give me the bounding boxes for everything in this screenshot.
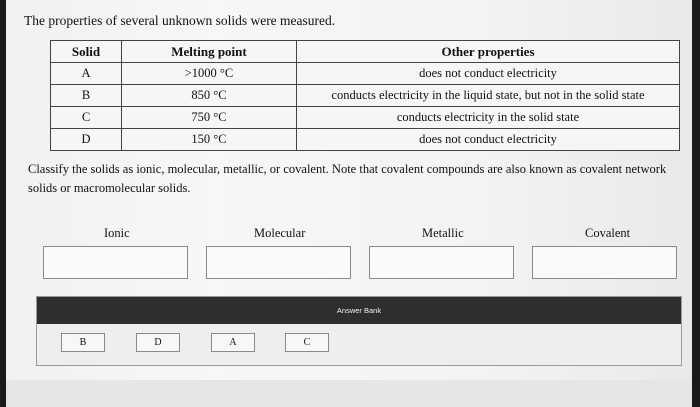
page-bottom-strip [6, 380, 692, 407]
category-label-covalent: Covalent [585, 226, 631, 240]
category-label-molecular: Molecular [254, 226, 306, 240]
cell-other-properties: conducts electricity in the solid state [297, 107, 680, 129]
properties-table [50, 40, 680, 151]
table-header-row [51, 41, 680, 63]
cell-solid: A [51, 63, 122, 85]
question-intro: The properties of several unknown solids were measured. [24, 13, 336, 28]
answer-chip-d[interactable]: D [136, 333, 180, 352]
cell-other-properties: does not conduct electricity [297, 129, 680, 151]
cell-solid: B [51, 85, 122, 107]
cell-melting-point: 850 °C [122, 85, 297, 107]
cell-other-properties: conducts electricity in the liquid state, but not in the solid state [297, 85, 680, 107]
question-page [6, 0, 692, 407]
drop-zone-metallic[interactable] [369, 246, 514, 279]
cell-melting-point: >1000 °C [122, 63, 297, 85]
header-other-properties: Other properties [297, 41, 680, 63]
cell-solid: D [51, 129, 122, 151]
header-melting-point: Melting point [122, 41, 297, 63]
cell-melting-point: 150 °C [122, 129, 297, 151]
answer-bank [36, 296, 682, 366]
table-row [51, 129, 680, 151]
table-row [51, 107, 680, 129]
category-label-ionic: Ionic [104, 226, 130, 240]
header-solid: Solid [51, 41, 122, 63]
table-row [51, 85, 680, 107]
cell-melting-point: 750 °C [122, 107, 297, 129]
answer-chip-b[interactable]: B [61, 333, 105, 352]
answer-chip-a[interactable]: A [211, 333, 255, 352]
answer-chip-c[interactable]: C [285, 333, 329, 352]
category-label-metallic: Metallic [422, 226, 464, 240]
drop-zone-covalent[interactable] [532, 246, 677, 279]
classification-instructions: Classify the solids as ionic, molecular, metallic, or covalent. Note that covalent compounds are also known as covalent network solids or macromolecular solids. [28, 162, 667, 195]
cell-solid: C [51, 107, 122, 129]
table-row [51, 63, 680, 85]
cell-other-properties: does not conduct electricity [297, 63, 680, 85]
drop-zone-molecular[interactable] [206, 246, 351, 279]
answer-bank-title: Answer Bank [37, 297, 681, 324]
drop-zone-ionic[interactable] [43, 246, 188, 279]
